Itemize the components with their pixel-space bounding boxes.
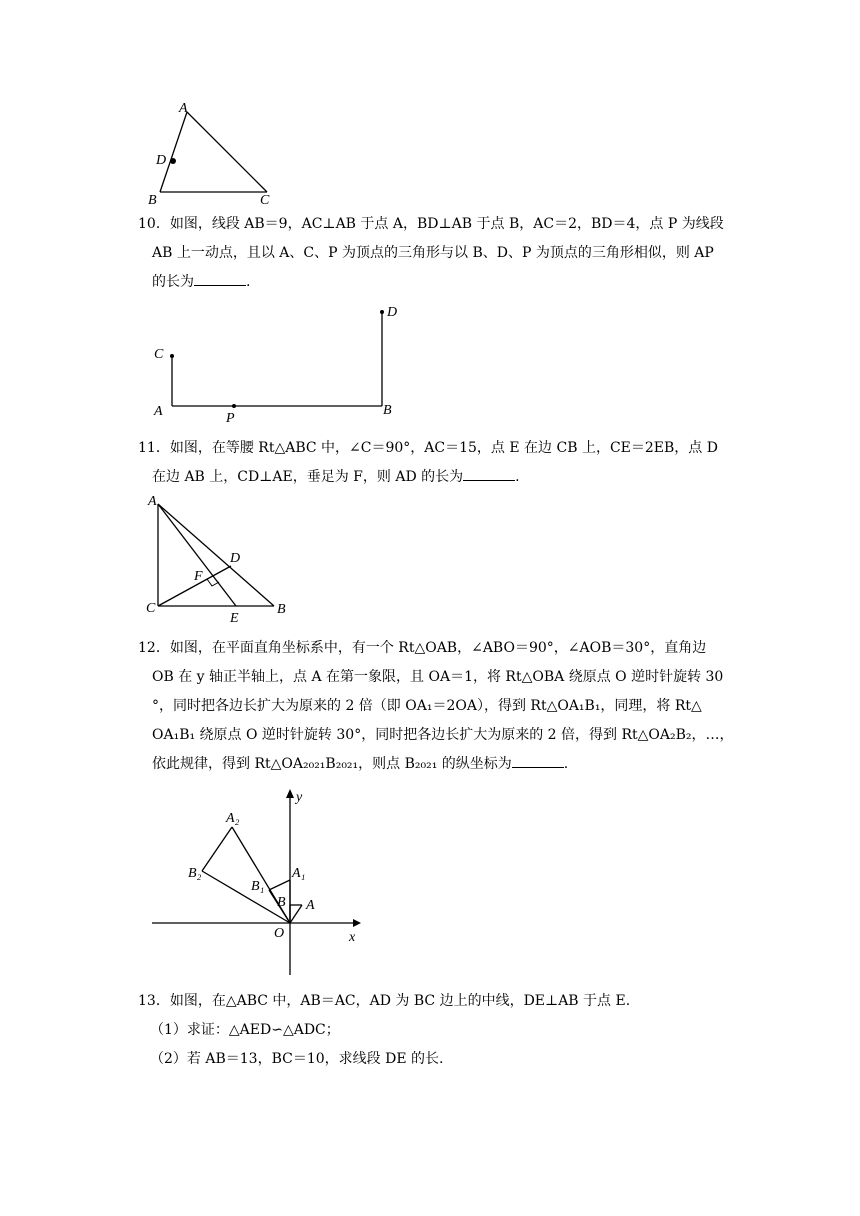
q13-part1: （1）求证：△AED∽△ADC； xyxy=(150,1022,340,1038)
q11-number: 11． xyxy=(138,440,170,456)
right-triangle-figure-q11 xyxy=(140,492,300,627)
label-o: O xyxy=(274,926,285,941)
q11-answer-blank xyxy=(463,468,515,481)
q10-line3 xyxy=(152,271,250,291)
label-d: D xyxy=(387,305,398,320)
q12-period: . xyxy=(563,756,569,772)
q12-text-3: °，同时把各边长扩大为原来的 2 倍（即 OA₁＝2OA），得到 Rt△OA₁B₁，同理，将 Rt△ xyxy=(152,698,702,714)
segment-figure-q10 xyxy=(140,298,410,428)
q12-text-4: OA₁B₁ 绕原点 O 逆时针旋转 30°，同时把各边长扩大为原来的 2 倍，得到 Rt△OA₂B₂，…， xyxy=(152,727,734,743)
q12-number: 12． xyxy=(138,640,170,656)
q12-line5 xyxy=(152,753,568,773)
label-c: C xyxy=(154,347,164,362)
q13-part2: （2）若 AB＝13，BC＝10，求线段 DE 的长. xyxy=(150,1051,444,1067)
point-d-dot xyxy=(170,158,176,164)
q10-text-1: 如图，线段 AB＝9，AC⊥AB 于点 A，BD⊥AB 于点 B，AC＝2，BD＝4，点 P 为线段 xyxy=(169,216,724,232)
q13-line1 xyxy=(138,990,630,1010)
label-c: C xyxy=(260,193,270,208)
coordinate-figure-q12 xyxy=(150,785,370,980)
q10-period: . xyxy=(246,274,251,290)
label-c: C xyxy=(146,601,156,616)
q10-text-2: AB 上一动点，且以 A、C、P 为顶点的三角形与以 B、D、P 为顶点的三角形相似，则 AP xyxy=(152,245,714,261)
label-b1: B₁ xyxy=(251,879,265,894)
label-f: F xyxy=(194,569,203,584)
q11-line1 xyxy=(138,437,718,457)
label-b2: B₂ xyxy=(188,866,202,881)
q11-text-1: 如图，在等腰 Rt△ABC 中，∠C＝90°，AC＝15，点 E 在边 CB 上，CE＝2EB，点 D xyxy=(169,440,718,456)
label-a: A xyxy=(154,404,163,419)
label-x: x xyxy=(349,930,356,945)
label-d: D xyxy=(230,551,241,566)
q12-line1 xyxy=(138,637,706,657)
label-b: B xyxy=(383,403,392,418)
q12-text-2: OB 在 y 轴正半轴上，点 A 在第一象限，且 OA＝1，将 Rt△OBA 绕原点 O 逆时针旋转 30 xyxy=(152,669,724,685)
q10-line1 xyxy=(138,213,724,233)
label-b: B xyxy=(148,193,157,208)
q13-text-1: 如图，在△ABC 中，AB＝AC，AD 为 BC 边上的中线，DE⊥AB 于点 E. xyxy=(169,993,631,1009)
q11-line2 xyxy=(152,466,520,486)
label-b: B xyxy=(277,895,286,910)
label-a2: A₂ xyxy=(226,811,240,826)
label-p: P xyxy=(226,411,235,426)
q12-text-5: 依此规律，得到 Rt△OA₂₀₂₁B₂₀₂₁，则点 B₂₀₂₁ 的纵坐标为 xyxy=(152,756,512,772)
label-a: A xyxy=(306,898,315,913)
triangle-figure-q9 xyxy=(140,98,280,208)
q10-answer-blank xyxy=(194,273,246,286)
label-a: A xyxy=(179,101,188,116)
q10-text-3: 的长为 xyxy=(152,274,194,290)
label-y: y xyxy=(296,790,303,805)
q12-text-1: 如图，在平面直角坐标系中，有一个 Rt△OAB，∠ABO＝90°，∠AOB＝30°，直角边 xyxy=(169,640,707,656)
label-a1: A₁ xyxy=(292,866,306,881)
label-d: D xyxy=(156,153,167,168)
label-b: B xyxy=(277,602,286,617)
q11-period: . xyxy=(515,469,520,485)
label-e: E xyxy=(230,611,239,626)
q13-number: 13． xyxy=(138,993,170,1009)
q12-answer-blank xyxy=(512,755,564,768)
q11-text-2: 在边 AB 上，CD⊥AE，垂足为 F，则 AD 的长为 xyxy=(152,469,464,485)
label-a: A xyxy=(148,494,157,509)
q10-number: 10． xyxy=(138,216,170,232)
